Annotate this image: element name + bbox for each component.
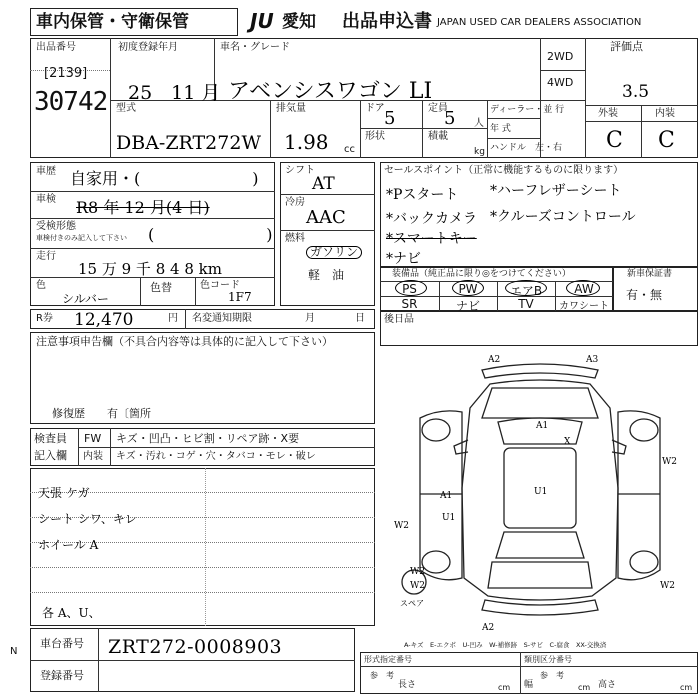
load-label: 積載 (428, 131, 448, 142)
format-ref-label: 参 考 (370, 671, 394, 680)
fuel-label: 燃料 (285, 233, 305, 244)
dealer-line3: ハンドル 左・右 (490, 143, 563, 153)
equip-airbag: エアB (509, 284, 543, 298)
width-unit: cm (578, 683, 591, 692)
drive-4wd: 4WD (547, 76, 574, 89)
remark-1: 天張 ケガ (38, 486, 90, 500)
equip-pw: PW (458, 282, 478, 296)
warranty-label: 新車保証書 (627, 269, 673, 279)
notes-label: 注意事項申告欄（不具合内容等は具体的に記入して下さい） (36, 335, 333, 348)
car-name-label: 車名・グレード (220, 42, 290, 53)
mark-w2-rear-left: W2 (410, 567, 425, 577)
postscript-label: 後日品 (384, 314, 414, 325)
insp-received-label: 受検形態 (36, 221, 76, 232)
color-code: 1F7 (228, 290, 252, 304)
warranty-value: 有・無 (626, 288, 663, 302)
inspector-row2: キズ・汚れ・コゲ・穴・タバコ・モレ・破レ (116, 451, 316, 462)
storage-title: 車内保管・守衛保管 (36, 12, 189, 32)
addr-change-label: 名変通知期限 (192, 313, 252, 324)
mileage-value: 15 万 9 千 8 4 8 km (78, 260, 222, 278)
doors-value: 5 (384, 108, 396, 129)
sales-point-4: *クルーズコントロール (490, 209, 636, 225)
load-unit: kg (474, 147, 485, 157)
interior-value: C (658, 128, 675, 153)
recycle-unit: 円 (168, 313, 178, 324)
mark-a2-front: A2 (488, 355, 501, 365)
first-reg-label: 初度登録年月 (118, 42, 178, 53)
inspector-row1: キズ・凹凸・ヒビ割・リペア跡・X要 (116, 432, 300, 445)
inspector-label-1: 検査員 (34, 432, 67, 445)
dealer-line1: ディーラー・並 行 (490, 105, 565, 115)
margin-mark: N (10, 646, 18, 657)
mark-a2-rear: A2 (482, 623, 495, 633)
equip-circle-airbag (505, 280, 547, 296)
spare-label: スペア (400, 599, 424, 608)
mark-a1-roof: A1 (536, 421, 549, 431)
equip-tv: TV (518, 297, 534, 311)
aircon-value: AAC (306, 207, 346, 228)
sheet-title: 出品申込書 (342, 11, 432, 32)
color-label: 色 (36, 280, 46, 291)
equip-circle-aw (566, 280, 600, 296)
insp-received-value: ( ) (148, 225, 273, 244)
dealer-line2: 年 式 (490, 124, 511, 134)
displacement-value: 1.98 (284, 130, 329, 154)
sales-point-5: *スマートキー (386, 231, 477, 247)
car-name-value: アベンシスワゴン LI (228, 79, 433, 104)
lot-label: 出品番号 (36, 42, 76, 53)
remark-3: ホイール A (38, 538, 99, 552)
displacement-label: 排気量 (276, 103, 306, 114)
sales-points-label: セールスポイント（正常に機能するものに限ります） (384, 165, 624, 176)
mark-a3-front: A3 (586, 355, 599, 365)
length-unit: cm (498, 683, 511, 692)
insp-received-note: 車検付きのみ記入して下さい (36, 234, 127, 242)
equip-aw: AW (574, 282, 594, 296)
doors-label: ドア (365, 103, 385, 114)
color-value: シルバー (62, 292, 109, 306)
height-label: 高さ (598, 680, 617, 690)
width-label: 幅 (524, 680, 534, 690)
length-label: 長さ (398, 680, 417, 690)
inspector-label-2: 記入欄 (34, 449, 67, 462)
shift-label: シフト (285, 165, 315, 176)
chassis-label: 車台番号 (40, 637, 84, 650)
equip-navi: ナビ (455, 299, 480, 313)
interior-label: 内装 (655, 108, 675, 119)
damage-legend: A-キズ E-エクボ U-凹み W-補修跡 S-サビ C-腐食 XX-交換済 (404, 641, 607, 649)
displacement-unit: cc (344, 144, 355, 155)
lot-number: 30742 (34, 87, 108, 117)
fuel-diesel: 軽 油 (308, 268, 345, 282)
mark-w2-right-rear: W2 (660, 581, 675, 591)
color-code-label: 色コード (200, 280, 240, 291)
sales-point-3: *バックカメラ (386, 211, 477, 227)
car-damage-diagram (380, 348, 698, 640)
mark-a1-left: A1 (440, 491, 453, 501)
class-num-label: 類別区分番号 (524, 655, 572, 664)
mark-u1-left: U1 (442, 513, 456, 523)
sales-point-2: *ハーフレザーシート (490, 183, 622, 199)
equipment-label: 装備品（純正品に限り◎をつけてください） (392, 269, 571, 279)
mark-u1-roof: U1 (534, 487, 548, 497)
recycle-label: R券 (36, 313, 53, 324)
ju-logo: JU (250, 9, 274, 33)
rating-label: 評価点 (610, 40, 643, 53)
mark-w2-rear-left-2: W2 (410, 581, 425, 591)
capacity-unit: 人 (474, 118, 484, 129)
inspector-inner: 内装 (83, 451, 103, 462)
model-value: DBA-ZRT272W (116, 132, 261, 154)
exterior-value: C (606, 128, 623, 153)
capacity-label: 定員 (428, 103, 448, 114)
first-reg-value: 25 11 月 (128, 82, 221, 104)
sales-point-1: *Pスタート (386, 187, 459, 203)
rating-value: 3.5 (622, 82, 650, 102)
format-num-label: 形式指定番号 (364, 655, 412, 664)
inspection-label: 車検 (36, 194, 56, 205)
chassis-value: ZRT272-0008903 (108, 636, 283, 658)
aircon-label: 冷房 (285, 197, 305, 208)
addr-change-day: 日 (355, 313, 365, 324)
org-name: 愛知 (282, 12, 316, 32)
height-unit: cm (680, 683, 693, 692)
equip-circle-pw (452, 280, 484, 296)
fuel-gasoline: ガソリン (306, 246, 362, 259)
mark-w2-right-front: W2 (662, 457, 677, 467)
equip-circle-ps (395, 280, 427, 296)
class-ref-label: 参 考 (540, 671, 564, 680)
recycle-value: 12,470 (74, 310, 134, 330)
repair-history: 修復歴 有〔箇所 (52, 407, 151, 420)
registration-label: 登録番号 (40, 669, 84, 682)
remark-2: シート シワ、キレ (38, 512, 137, 526)
capacity-value: 5 (444, 108, 456, 129)
association-name: JAPAN USED CAR DEALERS ASSOCIATION (437, 17, 642, 28)
color-change-label: 色替 (150, 281, 172, 294)
shape-label: 形状 (365, 131, 385, 142)
history-label: 車歴 (36, 166, 56, 177)
exterior-label: 外装 (598, 108, 618, 119)
mileage-label: 走行 (36, 251, 56, 262)
shift-value: AT (312, 174, 335, 194)
drive-2wd: 2WD (547, 50, 574, 63)
lot-sub-number: [2139] (44, 66, 88, 81)
postscript-block (380, 311, 698, 346)
inspector-fw: FW (84, 432, 102, 445)
mark-w2-left: W2 (394, 521, 409, 531)
equip-sr: SR (401, 297, 418, 311)
sales-point-6: *ナビ (386, 251, 421, 267)
addr-change-month: 月 (305, 313, 315, 324)
remark-bottom: 各 A、U、 (42, 606, 101, 620)
equip-seat: カワシート (559, 301, 609, 312)
mark-x: X (564, 437, 571, 447)
model-label: 型式 (116, 103, 136, 114)
history-value: 自家用・( ) (70, 169, 259, 188)
inspection-value: R8 年 12 月(4 日) (76, 198, 210, 217)
equip-ps: PS (402, 282, 417, 296)
